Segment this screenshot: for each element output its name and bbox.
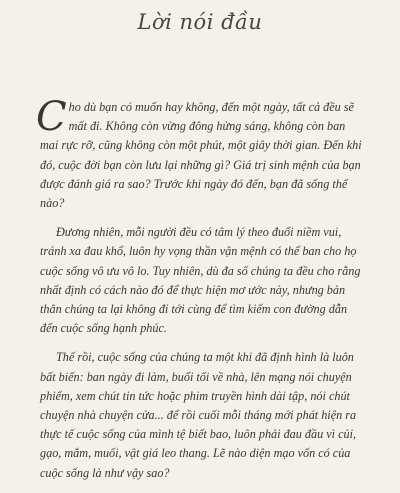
paragraph-1 [36, 94, 366, 213]
paragraph-3: Thế rồi, cuộc sống của chúng ta một khi đã định hình là luôn bất biến: ban ngày đi làm, buổi tối về nhà, lên mạng nói chuyện phiếm, xem chút tin tức hoặc phim truyền hình dài tập, nói chút chuyện nhà chuyện cửa... để rồi cuối mỗi tháng mới phát hiện ra thực tế cuộc sống của mình tệ biết bao, luôn phải đau đầu vì củi, gạo, mắm, muối, vật giá leo thang. Lẽ nào diện mạo vốn có của cuộc sống là như vậy sao? [40, 350, 357, 480]
paragraph-1-text: ho dù bạn có muốn hay không, đến một ngày, tất cả đều sẽ mất đi. Không còn vừng đông hửng sáng, không còn ban mai rực rỡ, cũng không còn một phút, một giây thời gian. Đến khi đó, cuộc đời bạn còn lưu lại những gì? Giá trị sinh mệnh của bạn được đánh giá ra sao? Trước khi ngày đó đến, bạn đã sống thế nào? [40, 100, 362, 211]
page-title: Lời nói đầu [137, 10, 263, 34]
drop-cap: C [36, 94, 67, 140]
body-text [36, 94, 366, 493]
paragraph-2: Đương nhiên, mỗi người đều có tâm lý theo đuổi niềm vui, tránh xa đau khổ, luôn hy vọng thần vận mệnh có thể ban cho họ cuộc sống vô ưu vô lo. Tuy nhiên, dù đa số chúng ta đều cho rằng nhất định có cách nào đó để thực hiện mơ ước này, nhưng bản thân chúng ta lại không đi tới cùng để tìm kiếm con đường dẫn đến cuộc sống hạnh phúc. [40, 225, 361, 336]
